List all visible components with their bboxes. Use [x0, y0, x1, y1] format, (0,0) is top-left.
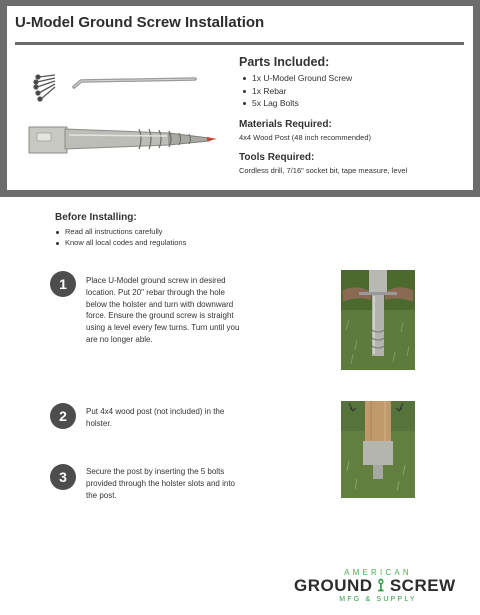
step-2-number: 2	[50, 403, 76, 429]
step-1-line: are no longer able.	[86, 334, 153, 344]
parts-list	[239, 72, 469, 110]
parts-illustration	[19, 63, 219, 163]
materials-heading: Materials Required:	[239, 118, 332, 130]
tools-heading: Tools Required:	[239, 151, 315, 163]
logo-wordmark	[294, 576, 456, 596]
before-item: Read all instructions carefully	[65, 226, 186, 237]
parts-item: 5x Lag Bolts	[252, 97, 469, 110]
before-list	[55, 226, 186, 248]
step-3-line: Secure the post by inserting the 5 bolts	[86, 467, 225, 476]
materials-text: 4x4 Wood Post (48 inch recommended)	[239, 132, 372, 142]
logo-top-text: AMERICAN	[344, 568, 412, 577]
parts-item: 1x Rebar	[252, 85, 469, 98]
step-3-line: provided through the holster slots and into	[86, 478, 235, 488]
logo-word-screw: SCREW	[389, 576, 456, 595]
step-2-line: Put 4x4 wood post (not included) in the	[86, 407, 225, 416]
step-1-line: using a level every few turns. Turn until you	[86, 323, 240, 333]
parts-heading: Parts Included:	[239, 55, 330, 69]
before-heading: Before Installing:	[55, 212, 137, 223]
logo-screw-icon: ⟟	[372, 576, 390, 595]
step-1-line: force. Ensure the ground screw is straight	[86, 311, 234, 321]
company-logo	[290, 568, 466, 608]
step-1-photo	[341, 270, 415, 370]
step-1-number: 1	[50, 271, 76, 297]
header-card	[7, 6, 473, 190]
logo-word-ground: GROUND	[294, 576, 373, 595]
step-3-number: 3	[50, 464, 76, 490]
step-2-text	[86, 406, 256, 430]
header-frame	[0, 0, 480, 197]
step-3-text	[86, 466, 256, 501]
tools-text: Cordless drill, 7/16" socket bit, tape measure, level	[239, 165, 408, 175]
step-1-line: location. Put 20" rebar through the hole	[86, 287, 225, 297]
step-1-text	[86, 275, 256, 346]
before-item: Know all local codes and regulations	[65, 238, 187, 247]
lag-bolts-image	[34, 75, 55, 101]
step-3-line: the post.	[86, 490, 117, 500]
step-1-line: Place U-Model ground screw in desired	[86, 276, 226, 285]
step-2-photo	[341, 401, 415, 498]
page-title: U-Model Ground Screw Installation	[15, 14, 265, 31]
step-1-line: below the holster and turn with downward	[86, 299, 234, 309]
before-installing-section	[55, 212, 186, 248]
rebar-image	[74, 79, 195, 87]
step-2-line: holster.	[86, 418, 112, 428]
logo-bottom-text: MFG & SUPPLY	[339, 596, 417, 603]
parts-item: 1x U-Model Ground Screw	[252, 72, 469, 85]
title-divider	[15, 42, 464, 45]
ground-screw-image	[29, 127, 217, 153]
parts-section	[239, 55, 469, 175]
